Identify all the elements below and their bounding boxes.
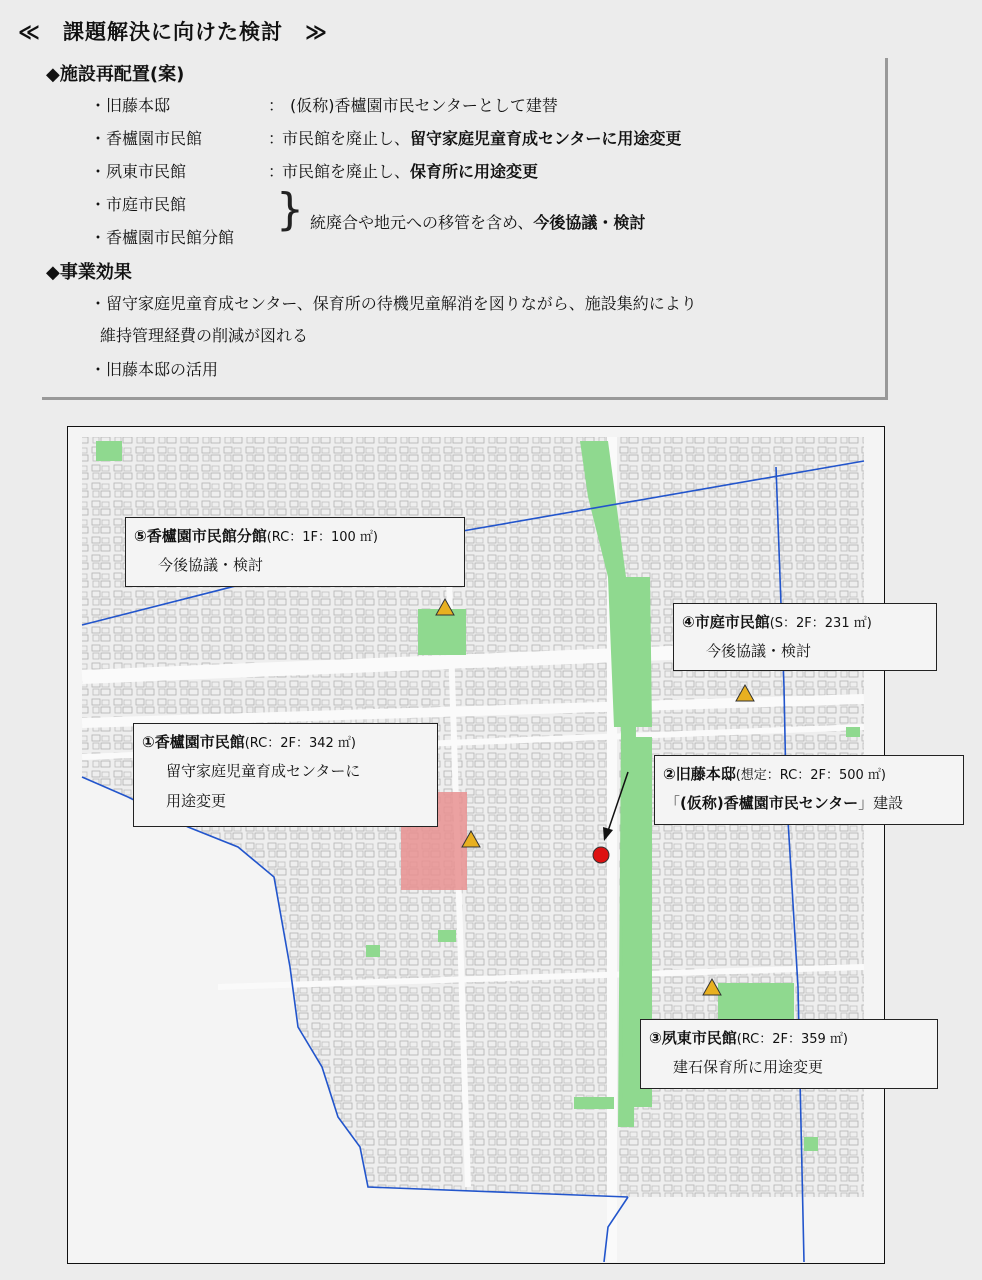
plan-item-name: ・香櫨園市民館分館 xyxy=(90,228,235,247)
plan-group-text xyxy=(310,210,645,233)
effects-line-1: ・留守家庭児童育成センター、保育所の待機児童解消を図りながら、施設集約により xyxy=(90,294,697,313)
callout-title: ③夙東市民館 xyxy=(649,1029,737,1047)
callout-line: 建石保育所に用途変更 xyxy=(673,1058,824,1077)
callout-spec: (S：2F：231 ㎡) xyxy=(769,616,872,631)
plan-item-name: ・夙東市民館 xyxy=(90,162,187,181)
callout-line: 用途変更 xyxy=(166,791,227,810)
plan-heading: ◆施設再配置(案) xyxy=(46,64,185,85)
callout-title: ④市庭市民館 xyxy=(682,613,770,631)
new-center-marker xyxy=(593,847,609,863)
plan-item-text: (仮称)香櫨園市民センターとして建替 xyxy=(290,96,558,115)
group-brace: } xyxy=(276,184,304,235)
plan-colon: ： xyxy=(268,129,285,148)
callout-korien-hall xyxy=(133,723,438,827)
plan-group-emphasis: 今後協議・検討 xyxy=(533,213,646,232)
callout-title: ⑤香櫨園市民館分館 xyxy=(134,527,267,545)
plan-item-emphasis: 保育所に用途変更 xyxy=(410,162,539,181)
callout-spec: (RC：2F：359 ㎡) xyxy=(736,1032,849,1047)
effects-line-3: ・旧藤本邸の活用 xyxy=(90,360,219,379)
plan-item-emphasis: 留守家庭児童育成センターに用途変更 xyxy=(410,129,682,148)
plan-item-text: 市民館を廃止し、 xyxy=(282,162,411,181)
callout-suffix: 」建設 xyxy=(858,794,904,813)
plan-item-name: ・旧藤本邸 xyxy=(90,96,171,115)
callout-fujimoto xyxy=(654,755,964,825)
plan-item-name: ・香櫨園市民館 xyxy=(90,129,203,148)
page-title: ≪ 課題解決に向けた検討 ≫ xyxy=(18,20,328,44)
callout-ichiba xyxy=(673,603,937,671)
plan-colon: ： xyxy=(268,162,285,181)
plan-group-text-a: 統廃合や地元への移管を含め、 xyxy=(310,213,534,232)
park xyxy=(846,727,860,737)
park xyxy=(438,930,456,942)
park xyxy=(574,1097,614,1109)
callout-title: ①香櫨園市民館 xyxy=(142,733,245,751)
callout-spec: (RC：2F：342 ㎡) xyxy=(244,736,357,751)
plan-item-name: ・市庭市民館 xyxy=(90,195,187,214)
callout-emphasis: (仮称)香櫨園市民センター xyxy=(680,794,859,813)
park xyxy=(804,1137,818,1151)
callout-shukuto xyxy=(640,1019,938,1089)
callout-line: 今後協議・検討 xyxy=(706,642,812,661)
park xyxy=(96,441,122,461)
effects-heading: ◆事業効果 xyxy=(46,262,132,283)
callout-bracket-open: 「 xyxy=(665,794,681,813)
facility-map xyxy=(67,426,904,1264)
plan-colon: ： xyxy=(268,96,285,115)
callout-line xyxy=(663,789,953,818)
effects-line-2: 維持管理経費の削減が図れる xyxy=(100,326,309,345)
park xyxy=(366,945,380,957)
callout-line: 今後協議・検討 xyxy=(158,556,264,575)
plan-panel xyxy=(42,58,888,400)
callout-spec: (RC：1F：100 ㎡) xyxy=(266,530,379,545)
park xyxy=(418,609,466,655)
callout-spec: (想定：RC：2F：500 ㎡) xyxy=(735,768,887,783)
callout-title: ②旧藤本邸 xyxy=(663,765,736,783)
callout-korien-annex xyxy=(125,517,465,587)
callout-line: 留守家庭児童育成センターに xyxy=(166,762,361,781)
plan-item-text: 市民館を廃止し、 xyxy=(282,129,411,148)
